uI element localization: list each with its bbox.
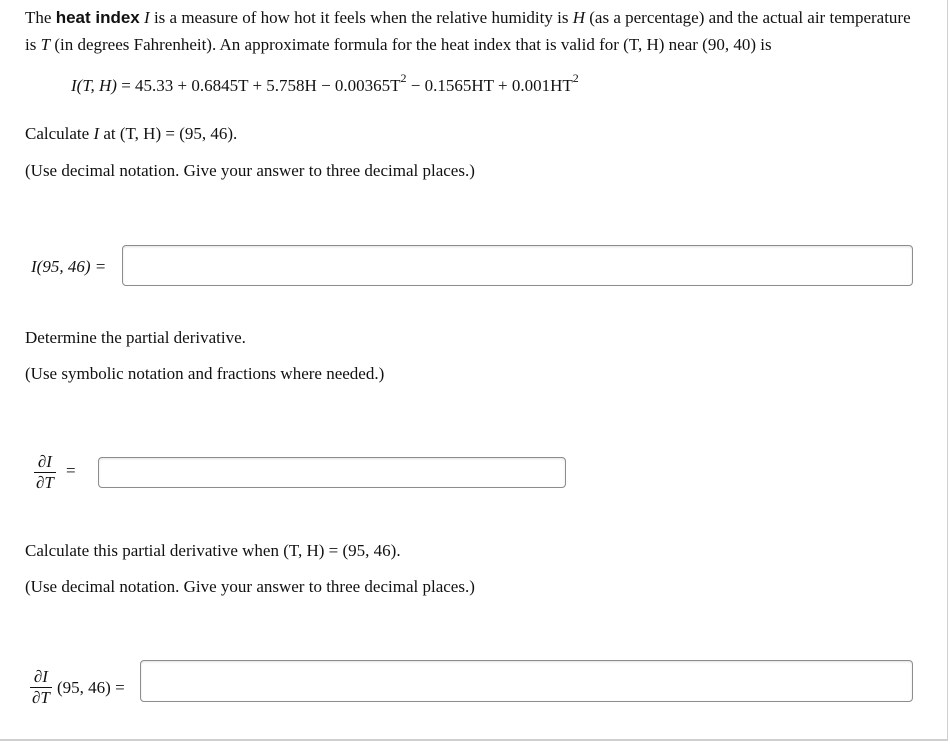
- var-h: H: [572, 8, 585, 27]
- intro-part-5: is: [760, 35, 772, 54]
- intro-part-2: (as a percentage) and the actual air temperature is: [25, 8, 911, 54]
- heat-index-term: heat index: [55, 8, 140, 27]
- heat-index-formula: [71, 71, 579, 96]
- var-i: I: [144, 8, 150, 27]
- var-t: T: [40, 35, 51, 54]
- q1-note: (Use decimal notation. Give your answer to three decimal places.): [25, 161, 475, 180]
- formula-exponent-2: 2: [572, 71, 579, 86]
- q1-prompt: [25, 120, 237, 147]
- q2-partial-derivative-fraction: [34, 452, 56, 493]
- q2-equals: =: [66, 461, 76, 480]
- intro-lead: The: [25, 8, 52, 27]
- q1-prompt-a: Calculate: [25, 124, 90, 143]
- q3-frac-numerator: ∂I: [30, 667, 52, 688]
- formula-lhs: I(T, H): [71, 76, 117, 95]
- q1-label-text: I(95, 46) =: [31, 257, 107, 276]
- q2-frac-denominator: ∂T: [36, 473, 54, 492]
- q2-prompt: Determine the partial derivative.: [25, 328, 246, 347]
- q3-label-suffix: (95, 46) =: [57, 678, 125, 697]
- q3-answer-input[interactable]: [140, 660, 913, 702]
- q1-label: [31, 257, 106, 277]
- intro-part-1: is a measure of how hot it feels when the relative humidity is: [153, 8, 569, 27]
- formula-rhs-a: = 45.33 + 0.6845T + 5.758H − 0.00365T: [121, 76, 401, 95]
- problem-intro: [25, 4, 925, 58]
- point-th: (T, H): [623, 35, 665, 54]
- q1-prompt-var: I: [93, 124, 100, 143]
- q2-frac-numerator: ∂I: [34, 452, 56, 473]
- q3-note: (Use decimal notation. Give your answer to three decimal places.): [25, 577, 475, 596]
- formula-rhs-b: − 0.1565HT + 0.001HT: [406, 76, 573, 95]
- intro-part-4: near: [668, 35, 698, 54]
- q3-frac-denominator: ∂T: [32, 688, 50, 707]
- q2-note: (Use symbolic notation and fractions where needed.): [25, 364, 385, 383]
- formula-exponent-1: 2: [400, 71, 407, 86]
- q1-prompt-b: at (T, H) = (95, 46).: [103, 124, 238, 143]
- q2-answer-input[interactable]: [98, 457, 566, 488]
- intro-part-3: (in degrees Fahrenheit). An approximate formula for the heat index that is valid for: [54, 35, 619, 54]
- q1-answer-input[interactable]: [122, 245, 913, 286]
- q3-prompt: Calculate this partial derivative when (T, H) = (95, 46).: [25, 541, 401, 560]
- q3-partial-derivative-fraction: [30, 667, 52, 708]
- near-value: (90, 40): [702, 35, 756, 54]
